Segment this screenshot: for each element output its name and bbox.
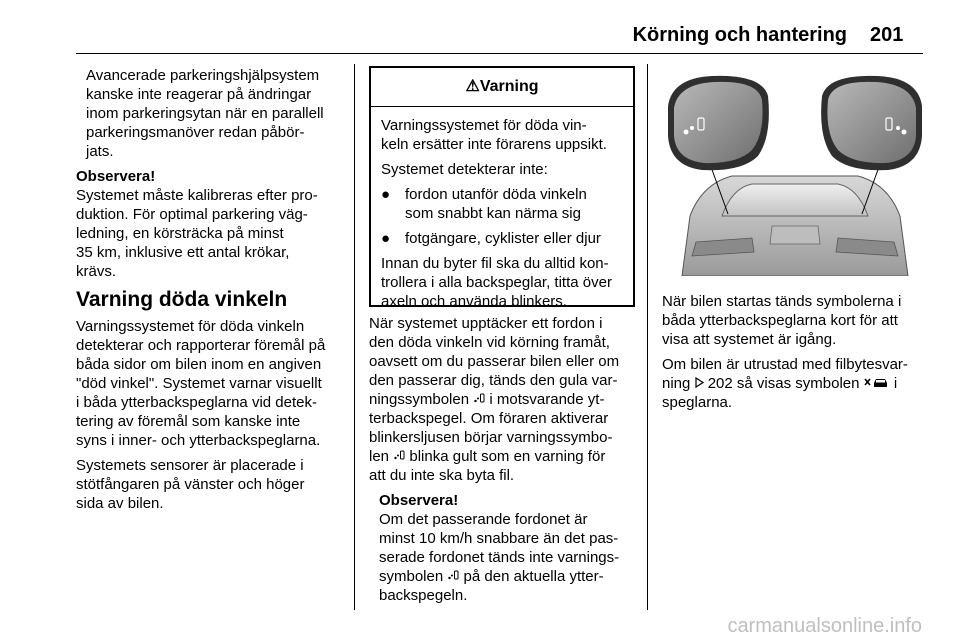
- page-number: 201: [870, 24, 904, 46]
- calibration-note: [76, 167, 342, 281]
- note-text: Om det passerande fordonet är minst 10 km/h snabbare än det pas- serade fordonet tänds inte varnings- symbolen på den aktuella ytter- backspegeln.: [379, 511, 620, 604]
- note-title: Observera!: [379, 492, 459, 509]
- section-heading: Varning döda vinkeln: [76, 288, 288, 311]
- detection-paragraph: När systemet upptäcker ett fordon i den döda vinkeln vid körning framåt, oavsett om du passerar bilen eller om den passerar dig, tänds den gula var- ningssymbolen i motsvarande yt- terbackspegel. Om föraren aktiverar blinkersljusen börjar varningssymbo- len blinka gult som en varning för att du inte ska byta fil.: [369, 315, 620, 484]
- warning-body: [371, 107, 633, 311]
- warning-paragraph-3: Innan du byter fil ska du alltid kon- trollera i alla backspeglar, titta över axeln och använda blinkers.: [381, 255, 612, 310]
- column-2: [369, 314, 635, 611]
- blind-spot-warning-icon: [447, 569, 459, 581]
- blind-spot-warning-icon: [393, 449, 405, 461]
- blind-spot-warning-icon: [473, 392, 485, 404]
- side-mirror-illustration: [662, 66, 928, 276]
- header-rule: [76, 53, 923, 54]
- warning-bullet: ● fordon utanför döda vinkeln som snabbt kan närma sig: [381, 186, 587, 222]
- startup-paragraph: När bilen startas tänds symbolerna i båda ytterbackspeglarna kort för att visa att systemet är igång.: [662, 293, 902, 348]
- warning-box: [369, 66, 635, 310]
- blind-spot-description: Varningssystemet för döda vinkeln detekterar och rapporterar föremål på båda sidor om bilen inom en angiven "död vinkel". Systemet varnar visuellt i båda ytterbackspeglarna vid detek- tering av föremål som kanske inte syns i inner- och ytterbackspeglarna.: [76, 318, 326, 449]
- watermark: carmanualsonline.info: [727, 615, 922, 637]
- page-reference[interactable]: 202: [707, 375, 733, 392]
- warning-bullet: ● fotgängare, cyklister eller djur: [381, 230, 601, 247]
- header-title: Körning och hantering: [632, 24, 847, 46]
- speed-note: [369, 491, 635, 605]
- warning-paragraph-2: Systemet detekterar inte:: [381, 161, 548, 178]
- bullet-dot-icon: ●: [381, 186, 391, 203]
- page-reference-arrow-icon: [695, 377, 704, 388]
- column-1: [76, 66, 342, 519]
- column-divider-2: [647, 64, 648, 610]
- note-text: Systemet måste kalibreras efter pro- duktion. För optimal parkering väg- ledning, en körsträcka på minst 35 km, inklusive ett antal krökar, krävs.: [76, 187, 318, 280]
- bullet-dot-icon: ●: [381, 230, 391, 247]
- note-title: Observera!: [76, 168, 156, 185]
- column-3: [662, 292, 928, 418]
- warning-title: Varning: [479, 78, 539, 95]
- warning-paragraph-1: Varningssystemet för döda vin- keln ersätter inte förarens uppsikt.: [381, 117, 607, 153]
- warning-header: [371, 68, 633, 107]
- lane-change-car-icon: [864, 376, 890, 388]
- column-divider-1: [354, 64, 355, 610]
- warning-triangle-icon: ⚠: [465, 78, 480, 95]
- lane-change-paragraph: Om bilen är utrustad med filbytesvar- ning 202 så visas symbolen i speglarna.: [662, 356, 908, 411]
- intro-paragraph: Avancerade parkeringshjälpsystem kanske inte reagerar på ändringar inom parkeringsytan när en parallell parkeringsmanöver redan påbör- jats.: [86, 67, 324, 160]
- sensor-location-paragraph: Systemets sensorer är placerade i stötfångaren på vänster och höger sida av bilen.: [76, 457, 305, 512]
